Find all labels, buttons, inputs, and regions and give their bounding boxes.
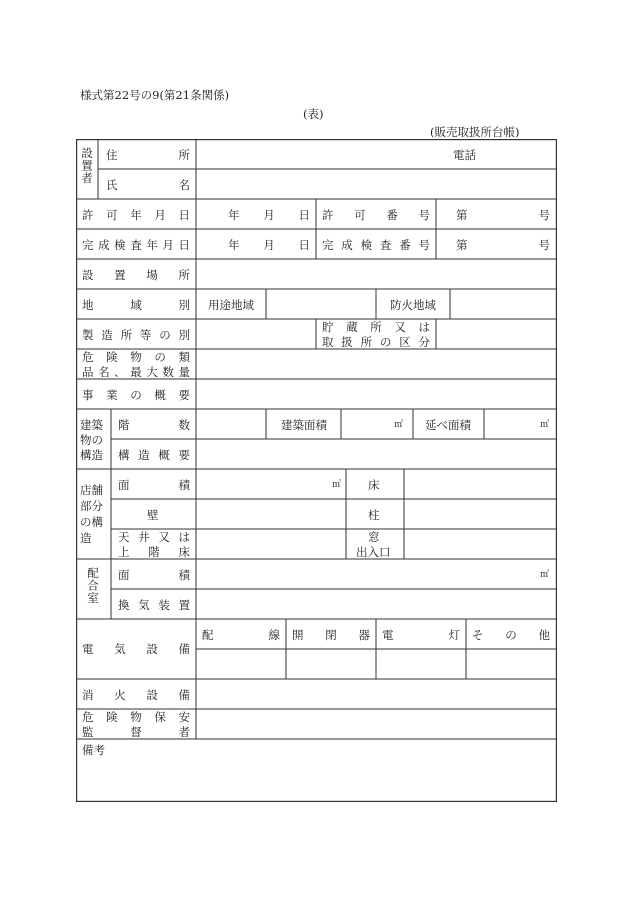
building-area-label: 建築面積 [281, 418, 327, 432]
completion-number-value: 第 号 [456, 238, 550, 252]
hazard-quantity-label: 品名、最大数量 [82, 365, 190, 379]
storage-type-label-line1: 貯蔵所又は [322, 320, 430, 334]
store-wall-label: 壁 [147, 508, 159, 522]
ceiling-label-line1: 天井又は [118, 530, 190, 544]
ventilation-label: 換気装置 [118, 598, 190, 612]
permit-date-value: 年 月 日 [228, 208, 310, 222]
store-floor-label: 床 [368, 478, 380, 492]
completion-date-label: 完成検査年月日 [82, 238, 190, 252]
lights-label: 電灯 [382, 628, 460, 642]
fire-zone-label: 防火地域 [390, 298, 436, 312]
fire-equipment-label: 消火設備 [82, 688, 190, 702]
switch-label: 開閉器 [292, 628, 370, 642]
mixing-room-group-label: 配合室 [86, 567, 100, 605]
zoning-label: 地域別 [82, 298, 190, 312]
other-label: その他 [472, 628, 550, 642]
storage-type-label-line2: 取扱所の区分 [322, 335, 430, 349]
installer-name-label: 氏名 [106, 178, 190, 192]
installer-group-label: 設置者 [80, 147, 94, 185]
permit-date-label: 許可年月日 [82, 208, 190, 222]
store-area-label: 面積 [118, 478, 190, 492]
installer-address-label: 住所 [106, 148, 190, 162]
ledger-form [76, 139, 557, 802]
total-floor-area-label: 延べ面積 [425, 418, 471, 432]
store-structure-group-label: 店舗部分の構造 [80, 483, 103, 545]
permit-number-value: 第 号 [456, 208, 550, 222]
sheet-side-label: (表) [303, 107, 324, 121]
hazard-class-label: 危険物の類 [82, 350, 190, 364]
location-label: 設置場所 [82, 268, 190, 282]
permit-number-label: 許可番号 [322, 208, 430, 222]
completion-number-label: 完成検査番号 [322, 238, 430, 252]
wiring-label: 配線 [202, 628, 280, 642]
store-pillar-label: 柱 [368, 508, 380, 522]
remarks-label: 備考 [82, 743, 105, 757]
supervisor-label-line1: 危険物保安 [82, 710, 190, 724]
mixing-room-area-unit: ㎡ [540, 570, 550, 580]
building-structure-group-label: 建築物の構造 [80, 418, 103, 462]
total-floor-area-unit: ㎡ [540, 420, 550, 430]
store-area-unit: ㎡ [332, 480, 342, 490]
installer-phone-label: 電話 [453, 148, 476, 162]
form-number: 様式第22号の9(第21条関係) [80, 88, 230, 102]
window-label: 窓 [368, 530, 380, 544]
structure-summary-label: 構造概要 [118, 448, 190, 462]
business-summary-label: 事業の概要 [82, 388, 190, 402]
floors-label: 階数 [118, 418, 190, 432]
use-zone-label: 用途地域 [208, 298, 254, 312]
completion-date-value: 年 月 日 [228, 238, 310, 252]
building-area-unit: ㎡ [394, 420, 404, 430]
mixing-room-area-label: 面積 [118, 568, 190, 582]
electrical-label: 電気設備 [82, 642, 190, 656]
facility-type-label: 製造所等の別 [82, 328, 190, 342]
supervisor-label-line2: 監督者 [82, 725, 190, 739]
entrance-label: 出入口 [356, 545, 391, 559]
ledger-name: (販売取扱所台帳) [430, 125, 520, 139]
ceiling-label-line2: 上階床 [118, 545, 190, 559]
